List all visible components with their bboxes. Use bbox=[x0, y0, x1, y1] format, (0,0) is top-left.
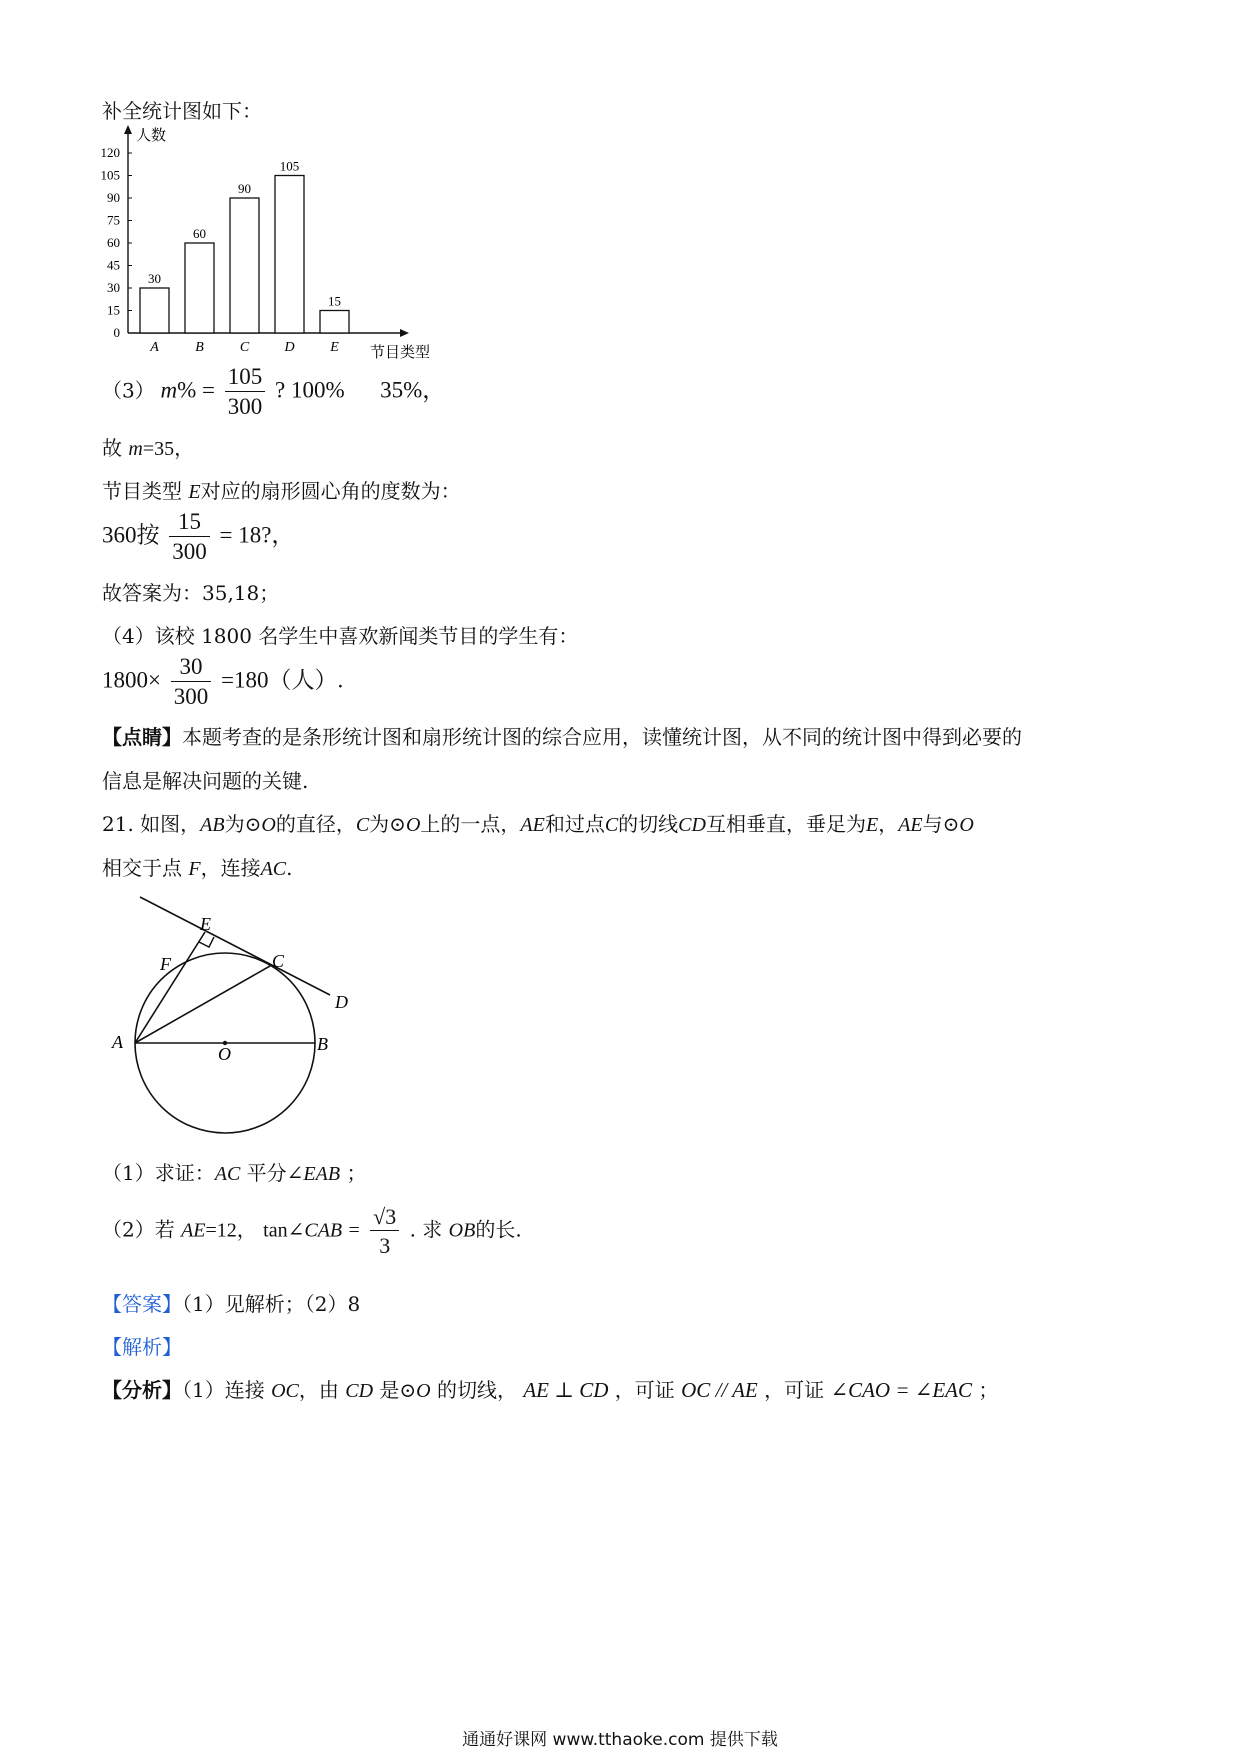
fraction-numerator: √3 bbox=[370, 1205, 399, 1231]
tangent-line bbox=[140, 897, 330, 995]
y-tick-label: 30 bbox=[107, 280, 120, 295]
q21-line-1 bbox=[102, 808, 974, 837]
fenxi-text: （1）连接 bbox=[182, 1378, 265, 1402]
point-o: O bbox=[416, 1380, 431, 1402]
fraction-sqrt3-3 bbox=[370, 1205, 399, 1257]
seg-ae: AE bbox=[898, 814, 923, 836]
y-tick-label: 75 bbox=[107, 212, 120, 228]
label-d: D bbox=[335, 992, 348, 1012]
seg-ae: AE bbox=[520, 814, 545, 836]
category-label: D bbox=[284, 340, 295, 355]
q21-text: 互相垂直，垂足为 bbox=[705, 812, 866, 836]
q21-text: . bbox=[286, 856, 293, 880]
fraction-numerator: 15 bbox=[169, 510, 210, 537]
answer-tag: 【答案】 bbox=[102, 1292, 182, 1316]
category-label: E bbox=[330, 340, 339, 355]
line-cd: CD bbox=[678, 814, 706, 836]
label-e: E bbox=[200, 914, 211, 934]
comment-line-1 bbox=[102, 721, 1022, 750]
y-axis-label: 人数 bbox=[136, 128, 167, 144]
footer: 通通好课网 www.tthaoke.com 提供下载 bbox=[462, 1730, 778, 1750]
part4-result: =180（人）. bbox=[220, 667, 344, 693]
angle-equation bbox=[102, 510, 294, 564]
seg-ac: AC bbox=[260, 858, 287, 880]
category-label: A bbox=[150, 340, 159, 355]
angle-result: = 18?， bbox=[219, 522, 295, 548]
category-label: C bbox=[239, 340, 250, 355]
intro-line: 补全统计图如下： bbox=[102, 99, 262, 123]
point-c: C bbox=[604, 814, 619, 836]
x-axis-arrow bbox=[400, 329, 409, 337]
bar-C bbox=[230, 198, 259, 333]
q21-text: 为⊙ bbox=[369, 812, 406, 836]
fraction-30-300 bbox=[171, 655, 212, 709]
q21-line-2 bbox=[102, 852, 293, 881]
fraction-numerator: 105 bbox=[225, 365, 266, 392]
part4-equation bbox=[102, 655, 343, 709]
bar-A bbox=[140, 288, 169, 333]
bar-value-label: 30 bbox=[148, 271, 161, 286]
line-cd: CD bbox=[345, 1380, 374, 1402]
label-f: F bbox=[160, 954, 171, 974]
q21-text: 为⊙ bbox=[224, 812, 262, 836]
seg-oc: OC bbox=[271, 1380, 299, 1402]
q21-text: 相交于点 bbox=[102, 856, 182, 880]
seg-ac: AC bbox=[214, 1163, 241, 1185]
q21-text: ，连接 bbox=[200, 856, 261, 880]
conclusion-prefix: 故 bbox=[102, 436, 122, 460]
part3-equation bbox=[102, 365, 445, 419]
var-m: m bbox=[160, 377, 178, 403]
comment-tag: 【点睛】 bbox=[102, 725, 182, 749]
q21-text: 和过点 bbox=[544, 812, 605, 836]
tan-label: tan∠ bbox=[263, 1219, 305, 1242]
bar-chart bbox=[90, 120, 450, 365]
angle-relation: ∠CAO = ∠EAC bbox=[830, 1378, 973, 1402]
q21-text: ， bbox=[878, 812, 899, 836]
analysis-tag: 【解析】 bbox=[102, 1335, 182, 1359]
sub2-text: 的长. bbox=[475, 1217, 522, 1242]
y-tick-label: 105 bbox=[100, 167, 120, 183]
sub-question-2 bbox=[102, 1205, 522, 1257]
seg-ae: AE bbox=[181, 1219, 206, 1242]
label-o: O bbox=[218, 1044, 231, 1064]
part3-label: （3） bbox=[102, 378, 155, 403]
bar-value-label: 60 bbox=[193, 226, 206, 241]
segment-ae bbox=[135, 932, 205, 1043]
label-c: C bbox=[272, 951, 285, 971]
fenxi-text: ； bbox=[978, 1378, 999, 1402]
y-tick-label: 120 bbox=[100, 145, 120, 160]
conclusion-var: m bbox=[128, 438, 143, 460]
bar-value-label: 15 bbox=[328, 293, 341, 309]
parallel-relation: OC // AE bbox=[681, 1378, 758, 1402]
seg-ab: AB bbox=[200, 814, 225, 836]
bar-D bbox=[275, 176, 304, 334]
answer-line: 故答案为：35,18； bbox=[102, 581, 280, 605]
comment-text-1: 本题考查的是条形统计图和扇形统计图的综合应用，读懂统计图，从不同的统计图中得到必要的 bbox=[182, 725, 1022, 749]
seg-ob: OB bbox=[448, 1219, 476, 1242]
x-axis-label: 节目类型 bbox=[370, 345, 431, 361]
sub2-text: . 求 bbox=[409, 1217, 443, 1242]
perpendicular-relation: AE ⊥ CD bbox=[523, 1378, 609, 1402]
fenxi-text: ，由 bbox=[298, 1378, 339, 1402]
conclusion-rest: =35， bbox=[142, 438, 195, 460]
fenxi-text: 是⊙ bbox=[379, 1378, 417, 1402]
fenxi-line bbox=[102, 1374, 998, 1403]
q21-text: 与⊙ bbox=[922, 812, 960, 836]
part4-lead: 1800× bbox=[102, 667, 161, 693]
angle-eab: ∠EAB bbox=[286, 1163, 341, 1185]
angle-cab: CAB bbox=[304, 1219, 343, 1242]
fraction-15-300 bbox=[169, 510, 210, 564]
angle-statement bbox=[102, 475, 461, 504]
angle-var: E bbox=[188, 481, 201, 503]
q21-text: 的切线 bbox=[618, 812, 679, 836]
conclusion-m bbox=[102, 432, 194, 461]
part4-line: （4）该校 1800 名学生中喜欢新闻类节目的学生有： bbox=[102, 624, 579, 648]
point-c: C bbox=[355, 814, 370, 836]
fenxi-text: ，可证 bbox=[614, 1378, 675, 1402]
label-a: A bbox=[112, 1032, 123, 1052]
y-tick-label: 60 bbox=[107, 235, 120, 250]
bar-E bbox=[320, 311, 349, 334]
fraction-denominator: 300 bbox=[172, 539, 207, 565]
sub2-text: （2）若 bbox=[102, 1217, 175, 1242]
fenxi-text: 的切线， bbox=[436, 1378, 517, 1402]
fraction-denominator: 300 bbox=[227, 394, 263, 420]
fenxi-text: ，可证 bbox=[764, 1378, 825, 1402]
fraction-denominator: 300 bbox=[173, 684, 209, 710]
fraction-105-300 bbox=[225, 365, 266, 419]
sub1-text: 平分 bbox=[246, 1161, 287, 1185]
bar-B bbox=[185, 243, 214, 333]
sub2-text: = bbox=[348, 1219, 360, 1242]
answer-text: （1）见解析；（2）8 bbox=[182, 1292, 361, 1316]
angle-prefix: 节目类型 bbox=[102, 479, 182, 503]
percent-eq: % = bbox=[177, 377, 215, 403]
result-35: 35%， bbox=[380, 377, 446, 403]
q21-text: 的直径， bbox=[275, 812, 356, 836]
point-o: O bbox=[261, 814, 276, 836]
sub-question-1 bbox=[102, 1157, 366, 1186]
bar-value-label: 105 bbox=[279, 158, 300, 174]
q21-text: 上的一点， bbox=[420, 812, 521, 836]
comment-line-2: 信息是解决问题的关键. bbox=[102, 769, 309, 793]
q21-text: 21. 如图， bbox=[102, 812, 201, 836]
point-o: O bbox=[959, 814, 974, 836]
fenxi-tag: 【分析】 bbox=[102, 1378, 182, 1402]
point-e: E bbox=[865, 814, 879, 836]
geometry-figure bbox=[100, 890, 380, 1150]
y-tick-label: 15 bbox=[107, 302, 120, 318]
label-b: B bbox=[317, 1034, 328, 1054]
y-tick-label: 45 bbox=[107, 257, 120, 273]
point-f: F bbox=[188, 858, 201, 880]
category-label: B bbox=[195, 340, 204, 355]
fraction-numerator: 30 bbox=[171, 655, 212, 682]
y-tick-label: 0 bbox=[113, 325, 120, 340]
answer-block bbox=[102, 1288, 360, 1317]
fraction-denominator: 3 bbox=[379, 1233, 391, 1259]
angle-lead: 360按 bbox=[102, 522, 160, 548]
times-100: ? 100% bbox=[275, 377, 345, 403]
sub2-text: =12， bbox=[205, 1219, 257, 1242]
point-o: O bbox=[405, 814, 421, 836]
y-tick-label: 90 bbox=[107, 190, 120, 205]
y-axis-arrow bbox=[124, 125, 132, 134]
bar-value-label: 90 bbox=[238, 181, 251, 196]
sub1-text: ； bbox=[346, 1161, 367, 1185]
angle-rest: 对应的扇形圆心角的度数为： bbox=[200, 479, 461, 503]
sub1-text: （1）求证： bbox=[102, 1161, 215, 1185]
segment-ac bbox=[135, 966, 270, 1043]
